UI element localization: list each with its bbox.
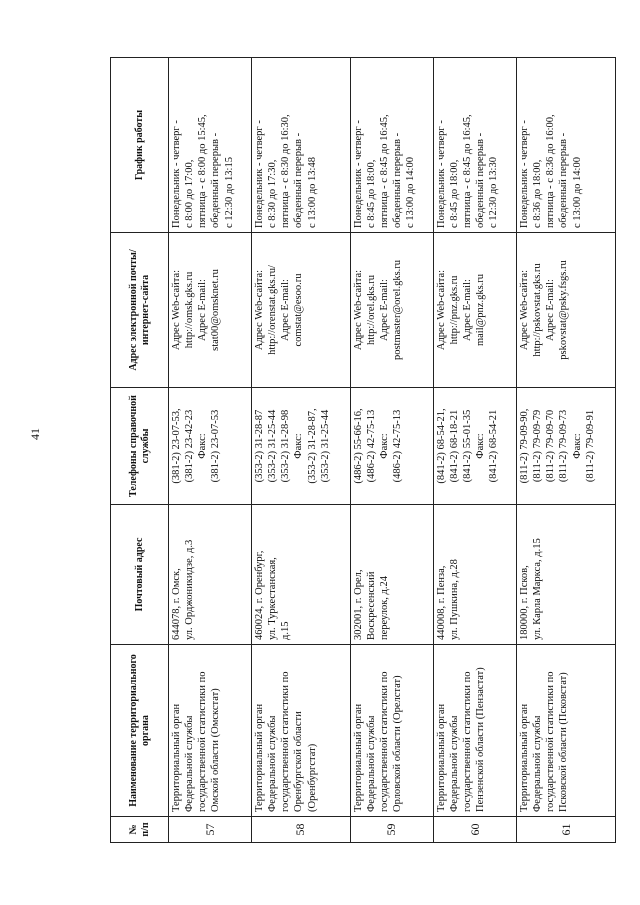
- hours-line: пятница - с 8:00 до 15:45,: [197, 114, 209, 228]
- working-hours: [169, 58, 252, 233]
- web-line: Адрес E-mail:: [379, 279, 391, 341]
- web-line: Адрес Web-сайта:: [352, 269, 364, 351]
- working-hours: [517, 58, 616, 233]
- hours-line: пятница - с 8:45 до 16:45,: [462, 114, 474, 228]
- row-number: 61: [517, 817, 616, 843]
- header-name: Наименование территориального органа: [111, 645, 169, 817]
- web-contacts: [252, 233, 351, 388]
- web-line[interactable]: http://orenstat.gks.ru/: [267, 265, 279, 355]
- table-row: [252, 58, 351, 843]
- address-line: ул. Карла Маркса, д.15: [532, 538, 544, 640]
- address-line: ул. Туркестанская,: [267, 557, 279, 640]
- phones: [517, 388, 616, 505]
- hours-line: Понедельник - четверг -: [352, 120, 364, 228]
- address-line: ул. Орджоникидзе, д.3: [184, 539, 196, 640]
- postal-address: [252, 505, 351, 645]
- hours-line: обеденный перерыв -: [293, 132, 305, 228]
- web-line[interactable]: comstat@esoo.ru: [293, 273, 305, 347]
- hours-line: с 8:00 до 17:00,: [184, 159, 196, 228]
- hours-line: с 12:30 до 13:30: [488, 157, 500, 228]
- hours-line: пятница - с 8:45 до 16:45,: [379, 114, 391, 228]
- territorial-body-name: [252, 645, 351, 817]
- territorial-body-name: [433, 645, 516, 817]
- phones-line: (811-2) 79-09-73: [558, 409, 570, 483]
- row-number: 59: [350, 817, 433, 843]
- hours-line: с 13:00 до 14:00: [405, 157, 417, 228]
- hours-line: с 8:45 до 18:00,: [449, 159, 461, 228]
- phones-line: Факс:: [475, 433, 487, 459]
- name-text: Территориальный орган Федеральной службы государственной статистики по Пензенской области (Пензастат): [435, 667, 487, 812]
- address-line: переулок, д.24: [379, 575, 391, 640]
- page-number: 41: [28, 428, 42, 440]
- table-row: [517, 58, 616, 843]
- phones-line: (381-2) 23-07-53: [210, 409, 222, 483]
- phones: [252, 388, 351, 505]
- row-number: 60: [433, 817, 516, 843]
- name-text: Территориальный орган Федеральной службы государственной статистики по Оренбургской области (Оренбургстат): [254, 671, 318, 812]
- phones-line: (841-2) 68-18-21: [449, 409, 461, 483]
- postal-address: [517, 505, 616, 645]
- phones-line: (841-2) 68-54-21,: [435, 408, 447, 484]
- web-line[interactable]: stat00@omsknet.ru: [210, 269, 222, 351]
- phones-line: (811-2) 79-09-70: [545, 409, 557, 483]
- working-hours: [433, 58, 516, 233]
- hours-line: Понедельник - четверг -: [171, 120, 182, 228]
- hours-line: обеденный перерыв -: [475, 132, 487, 228]
- hours-line: с 8:36 до 18:00,: [532, 159, 544, 228]
- address-line: 644078, г. Омск,: [171, 568, 182, 640]
- hours-line: с 8:30 до 17:30,: [267, 159, 279, 228]
- phones-line: (486-2) 42-75-13: [392, 409, 404, 483]
- phones-line: (381-2) 23-42-23: [184, 409, 196, 483]
- address-line: д.15: [280, 621, 292, 640]
- web-line: Адрес E-mail:: [280, 279, 292, 341]
- phones-line: (841-2) 68-54-21: [488, 409, 500, 483]
- hours-line: Понедельник - четверг -: [519, 120, 531, 228]
- phones-line: (841-2) 55-01-35: [462, 409, 474, 483]
- phones-line: Факс:: [379, 433, 391, 459]
- phones-line: (811-2) 79-09-79: [532, 409, 544, 483]
- phones-line: (353-2) 31-28-98: [280, 409, 292, 483]
- row-number: 57: [169, 817, 252, 843]
- address-line: Воскресенский: [366, 571, 378, 640]
- web-line: Адрес Web-сайта:: [171, 269, 182, 351]
- working-hours: [252, 58, 351, 233]
- web-line: Адрес E-mail:: [462, 279, 474, 341]
- header-phones: Телефоны справочной службы: [111, 388, 169, 505]
- postal-address: [169, 505, 252, 645]
- phones-line: (486-2) 42-75-13: [366, 409, 378, 483]
- phones-line: (353-2) 31-28-87,: [306, 408, 318, 484]
- address-line: 302001, г. Орел,: [352, 569, 364, 640]
- rotated-table-container: [110, 58, 616, 843]
- territorial-body-name: [517, 645, 616, 817]
- territorial-body-name: [169, 645, 252, 817]
- phones-line: (353-2) 31-25-44: [319, 409, 331, 483]
- hours-line: обеденный перерыв -: [558, 132, 570, 228]
- web-contacts: [169, 233, 252, 388]
- phones-line: (486-2) 55-66-16,: [352, 408, 364, 484]
- phones: [350, 388, 433, 505]
- phones-line: Факс:: [197, 433, 209, 459]
- web-contacts: [517, 233, 616, 388]
- phones-line: (381-2) 23-07-53,: [171, 408, 182, 484]
- phones-line: Факс:: [293, 433, 305, 459]
- hours-line: Понедельник - четверг -: [435, 120, 447, 228]
- address-line: 180000, г. Псков,: [519, 565, 531, 640]
- web-line[interactable]: http://omsk.gks.ru: [184, 271, 196, 349]
- web-contacts: [350, 233, 433, 388]
- web-line[interactable]: http://pskovstat.gks.ru: [532, 263, 544, 357]
- territorial-body-name: [350, 645, 433, 817]
- hours-line: пятница - с 8:36 до 16:00,: [545, 114, 557, 228]
- hours-line: пятница - с 8:30 до 16:30,: [280, 114, 292, 228]
- hours-line: Понедельник - четверг -: [254, 120, 266, 228]
- header-address: Почтовый адрес: [111, 505, 169, 645]
- address-line: 440008, г. Пенза,: [435, 565, 447, 640]
- phones: [433, 388, 516, 505]
- web-line: Адрес Web-сайта:: [519, 269, 531, 351]
- table-header-row: [111, 58, 169, 843]
- phones-line: Факс:: [571, 433, 583, 459]
- web-line[interactable]: postmaster@orel.gks.ru: [392, 259, 404, 361]
- web-line: Адрес Web-сайта:: [254, 269, 266, 351]
- web-line: Адрес E-mail:: [197, 279, 209, 341]
- hours-line: с 12:30 до 13:15: [223, 157, 235, 228]
- table-row: [350, 58, 433, 843]
- phones: [169, 388, 252, 505]
- name-text: Территориальный орган Федеральной службы государственной статистики по Орловской области (Орелстат): [352, 671, 404, 812]
- table-row: [169, 58, 252, 843]
- phones-line: (353-2) 31-28-87: [254, 409, 266, 483]
- header-num: № п/п: [111, 817, 169, 843]
- postal-address: [350, 505, 433, 645]
- name-text: Территориальный орган Федеральной службы государственной статистики по Псковской области (Псковстат): [519, 671, 570, 812]
- working-hours: [350, 58, 433, 233]
- hours-line: с 13:00 до 14:00: [571, 157, 583, 228]
- web-line[interactable]: pskovstat@psky.fsgs.ru: [558, 260, 570, 360]
- address-line: 460024, г. Оренбург,: [254, 550, 266, 640]
- header-hours: График работы: [111, 58, 169, 233]
- web-line: Адрес E-mail:: [545, 279, 557, 341]
- header-web: Адрес электронной почты/ интернет-сайта: [111, 233, 169, 388]
- hours-line: обеденный перерыв -: [392, 132, 404, 228]
- territorial-bodies-table: [110, 57, 616, 843]
- name-text: Территориальный орган Федеральной службы государственной статистики по Омской области (Омскстат): [171, 671, 222, 812]
- web-line[interactable]: mail@pnz.gks.ru: [475, 273, 487, 347]
- hours-line: с 13:00 до 13:48: [306, 157, 318, 228]
- web-contacts: [433, 233, 516, 388]
- row-number: 58: [252, 817, 351, 843]
- phones-line: (811-2) 79-09-90,: [519, 408, 531, 484]
- web-line[interactable]: http://pnz.gks.ru: [449, 275, 461, 345]
- web-line[interactable]: http://orel.gks.ru: [366, 275, 378, 345]
- hours-line: обеденный перерыв -: [210, 132, 222, 228]
- address-line: ул. Пушкина, д.28: [449, 559, 461, 640]
- postal-address: [433, 505, 516, 645]
- hours-line: с 8:45 до 18:00,: [366, 159, 378, 228]
- web-line: Адрес Web-сайта:: [435, 269, 447, 351]
- phones-line: (811-2) 79-09-91: [584, 409, 596, 483]
- table-row: [433, 58, 516, 843]
- phones-line: (353-2) 31-25-44: [267, 409, 279, 483]
